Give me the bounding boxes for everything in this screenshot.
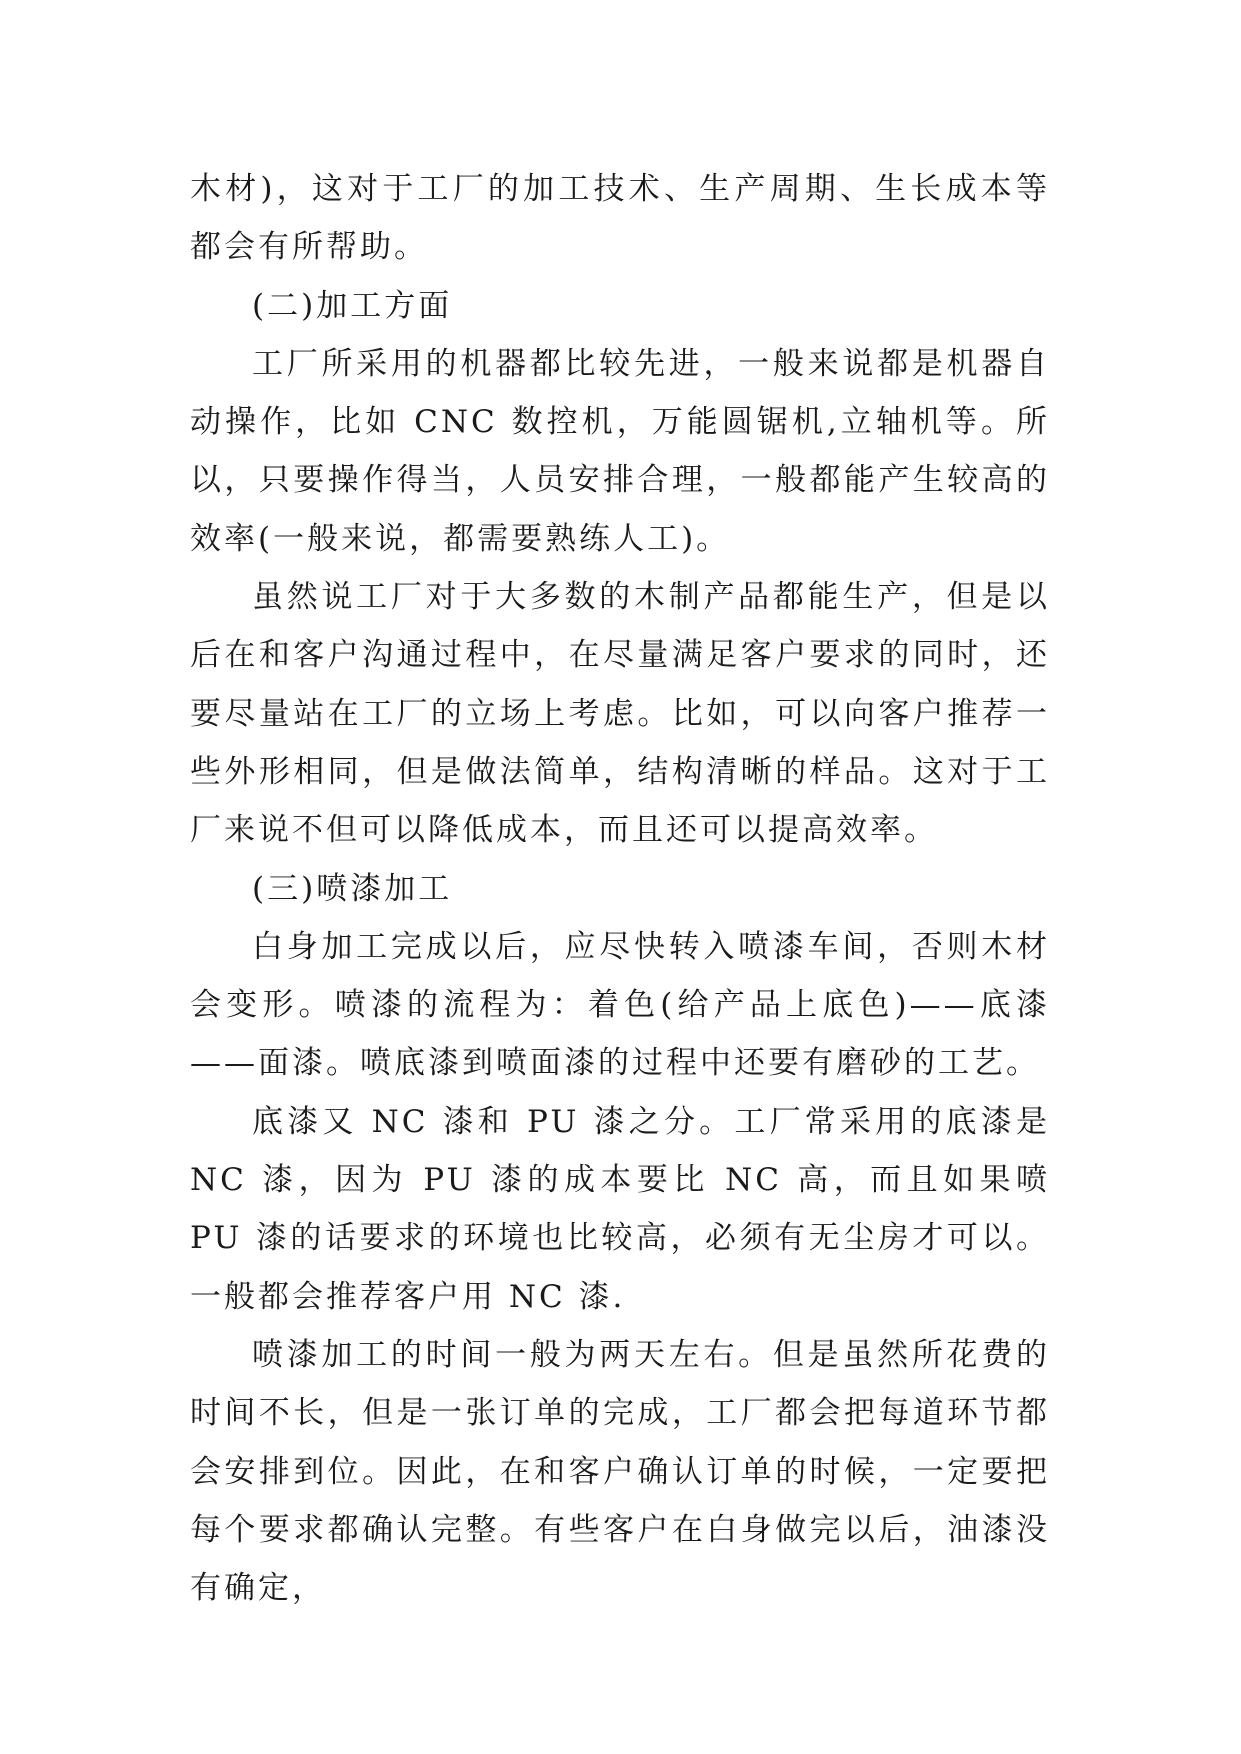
paragraph-painting-process: 白身加工完成以后，应尽快转入喷漆车间，否则木材会变形。喷漆的流程为：着色(给产品上底色)——底漆——面漆。喷底漆到喷面漆的过程中还要有磨砂的工艺。 — [190, 928, 1050, 1082]
paragraph-machines: 工厂所采用的机器都比较先进，一般来说都是机器自动操作，比如 CNC 数控机，万能圆锯机,立轴机等。所以，只要操作得当，人员安排合理，一般都能产生较高的效率(一般来说，都需要熟练人工)。 — [190, 345, 1050, 557]
paragraph-customer-communication: 虽然说工厂对于大多数的木制产品都能生产，但是以后在和客户沟通过程中，在尽量满足客户要求的同时，还要尽量站在工厂的立场上考虑。比如，可以向客户推荐一些外形相同，但是做法简单，结构清晰的样品。这对于工厂来说不但可以降低成本，而且还可以提高效率。 — [190, 579, 1050, 849]
paragraph-primer-types: 底漆又 NC 漆和 PU 漆之分。工厂常采用的底漆是 NC 漆，因为 PU 漆的成本要比 NC 高，而且如果喷 PU 漆的话要求的环境也比较高，必须有无尘房才可以。一般都会推荐客户用 NC 漆. — [190, 1103, 1050, 1315]
section-heading-painting: (三)喷漆加工 — [252, 870, 453, 907]
paragraph-painting-time: 喷漆加工的时间一般为两天左右。但是虽然所花费的时间不长，但是一张订单的完成，工厂都会把每道环节都会安排到位。因此，在和客户确认订单的时候，一定要把每个要求都确认完整。有些客户在白身做完以后，油漆没有确定， — [190, 1336, 1050, 1607]
section-heading-processing: (二)加工方面 — [252, 287, 453, 324]
paragraph-1: 木材)，这对于工厂的加工技术、生产周期、生长成本等都会有所帮助。 — [190, 171, 1050, 266]
document-body — [190, 160, 1050, 1617]
